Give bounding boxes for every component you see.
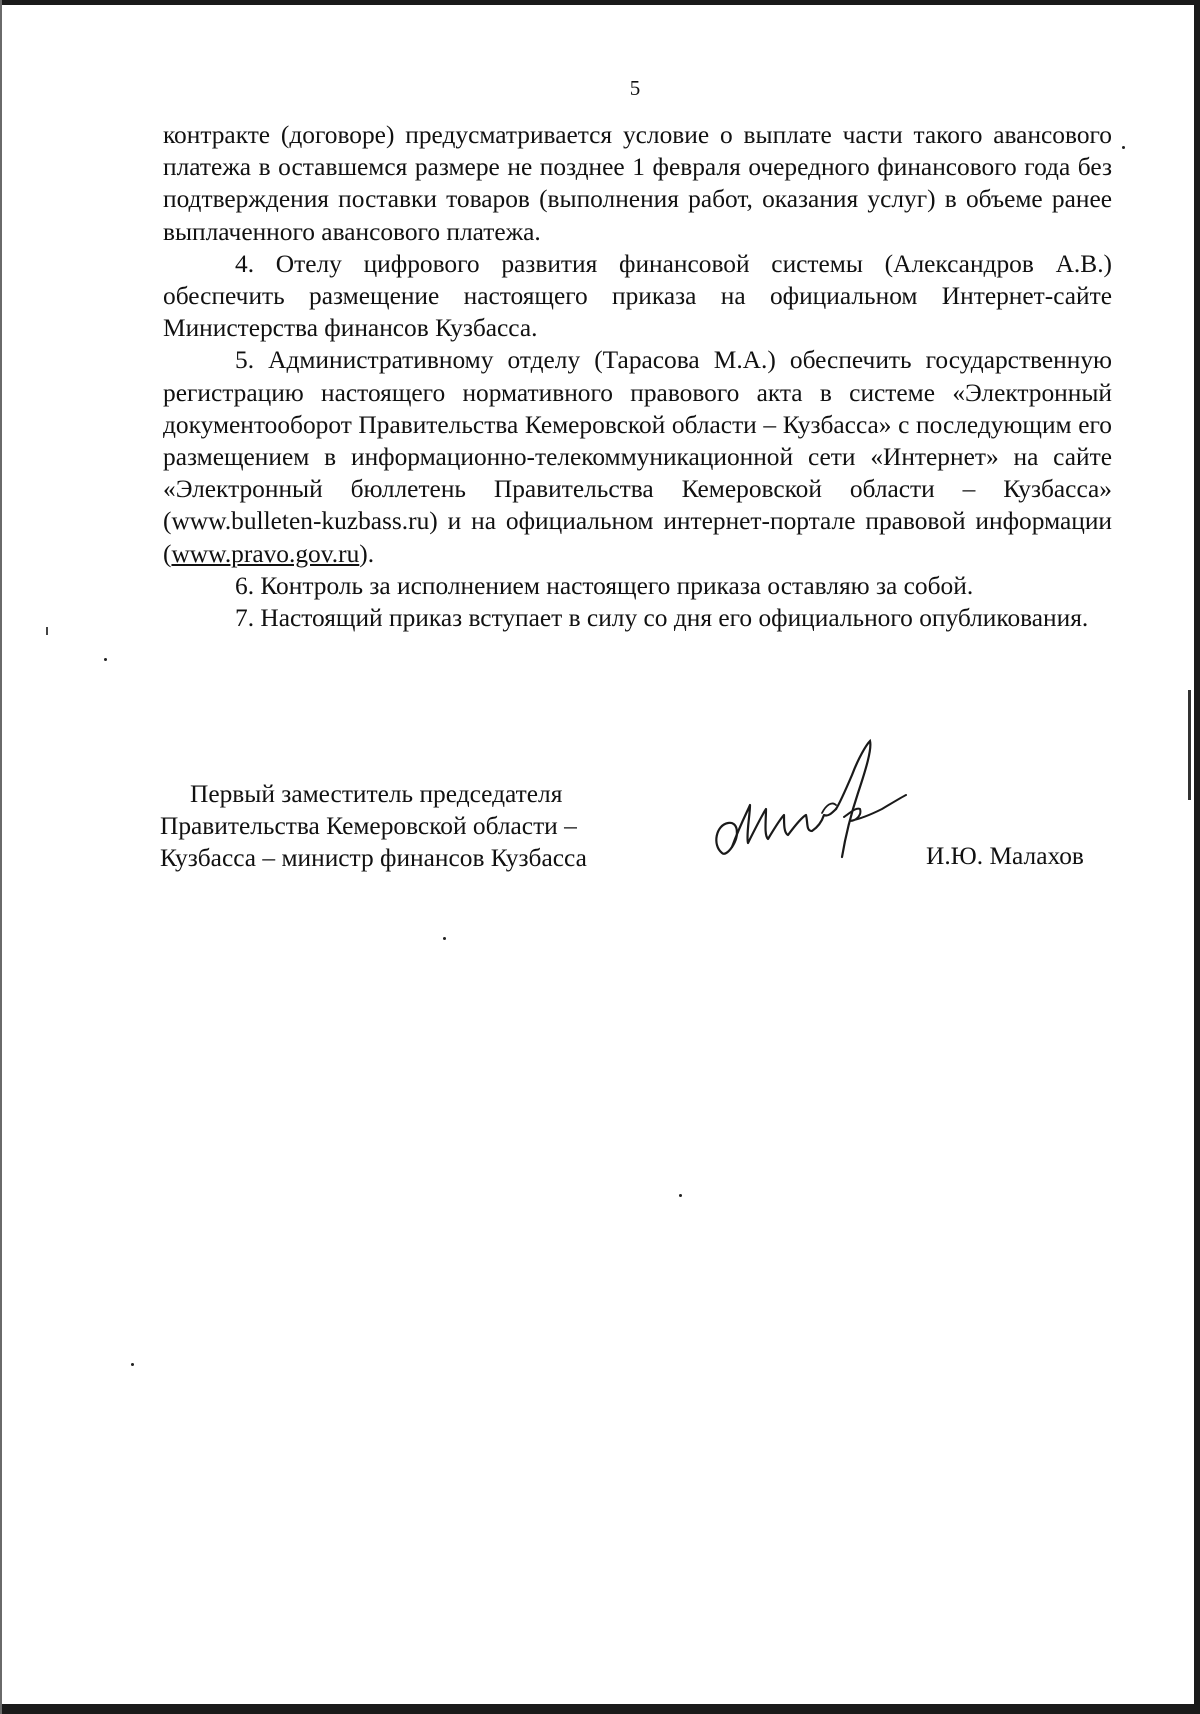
scan-speck bbox=[679, 1194, 682, 1197]
scan-edge-right bbox=[1194, 0, 1200, 1714]
signer-name: И.Ю. Малахов bbox=[926, 842, 1084, 870]
handwritten-signature-icon bbox=[710, 735, 920, 870]
scan-speck bbox=[443, 937, 446, 940]
paragraph-continuation: контракте (договоре) предусматривается условие о выплате части такого авансового платежа в оставшемся размере не позднее 1 февраля очередного финансового года без подтверждения поставки товаров (выполнения работ, оказания услуг) в объеме ранее выплаченного авансового платежа. bbox=[163, 121, 1112, 246]
paragraph-item-5-text: 5. Административному отделу (Тарасова М.А.) обеспечить государственную регистрацию настоящего нормативного правового акта в системе «Электронный документооборот Правительства Кемеровской области – Кузбасса» с последующим его размещением в информационно-телекоммуникационной сети «Интернет» на сайте «Электронный бюллетень Правительства Кемеровской области – Кузбасса» (www.bulleten-kuzbass.ru) и на официальном интернет-портале правовой информации ( bbox=[163, 346, 1112, 568]
signatory-position bbox=[160, 778, 660, 874]
position-line-2: Правительства Кемеровской области – bbox=[160, 812, 577, 840]
scan-speck bbox=[1122, 146, 1125, 149]
document-body bbox=[163, 119, 1112, 634]
position-line-1: Первый заместитель председателя bbox=[190, 780, 563, 808]
page-number: 5 bbox=[629, 76, 641, 100]
position-line-3: Кузбасса – министр финансов Кузбасса bbox=[160, 844, 587, 872]
scan-speck bbox=[131, 1363, 134, 1366]
scan-speck bbox=[104, 658, 107, 661]
scan-edge-right-mark bbox=[1188, 690, 1191, 800]
paragraph-item-5-tail: ). bbox=[359, 539, 375, 568]
scan-edge-left bbox=[0, 0, 2, 1714]
pravo-gov-link[interactable]: www.pravo.gov.ru bbox=[171, 539, 360, 568]
paragraph-item-5 bbox=[163, 344, 1112, 569]
paragraph-item-4: 4. Отелу цифрового развития финансовой системы (Александров А.В.) обеспечить размещение настоящего приказа на официальном Интернет-сайте Министерства финансов Кузбасса. bbox=[163, 249, 1112, 343]
scan-edge-bottom bbox=[0, 1704, 1200, 1714]
paragraph-item-7: 7. Настоящий приказ вступает в силу со дня его официального опубликования. bbox=[235, 604, 1089, 633]
paragraph-item-6: 6. Контроль за исполнением настоящего приказа оставляю за собой. bbox=[235, 571, 974, 600]
scan-edge-top bbox=[0, 0, 1200, 5]
scan-margin-mark bbox=[46, 627, 48, 635]
